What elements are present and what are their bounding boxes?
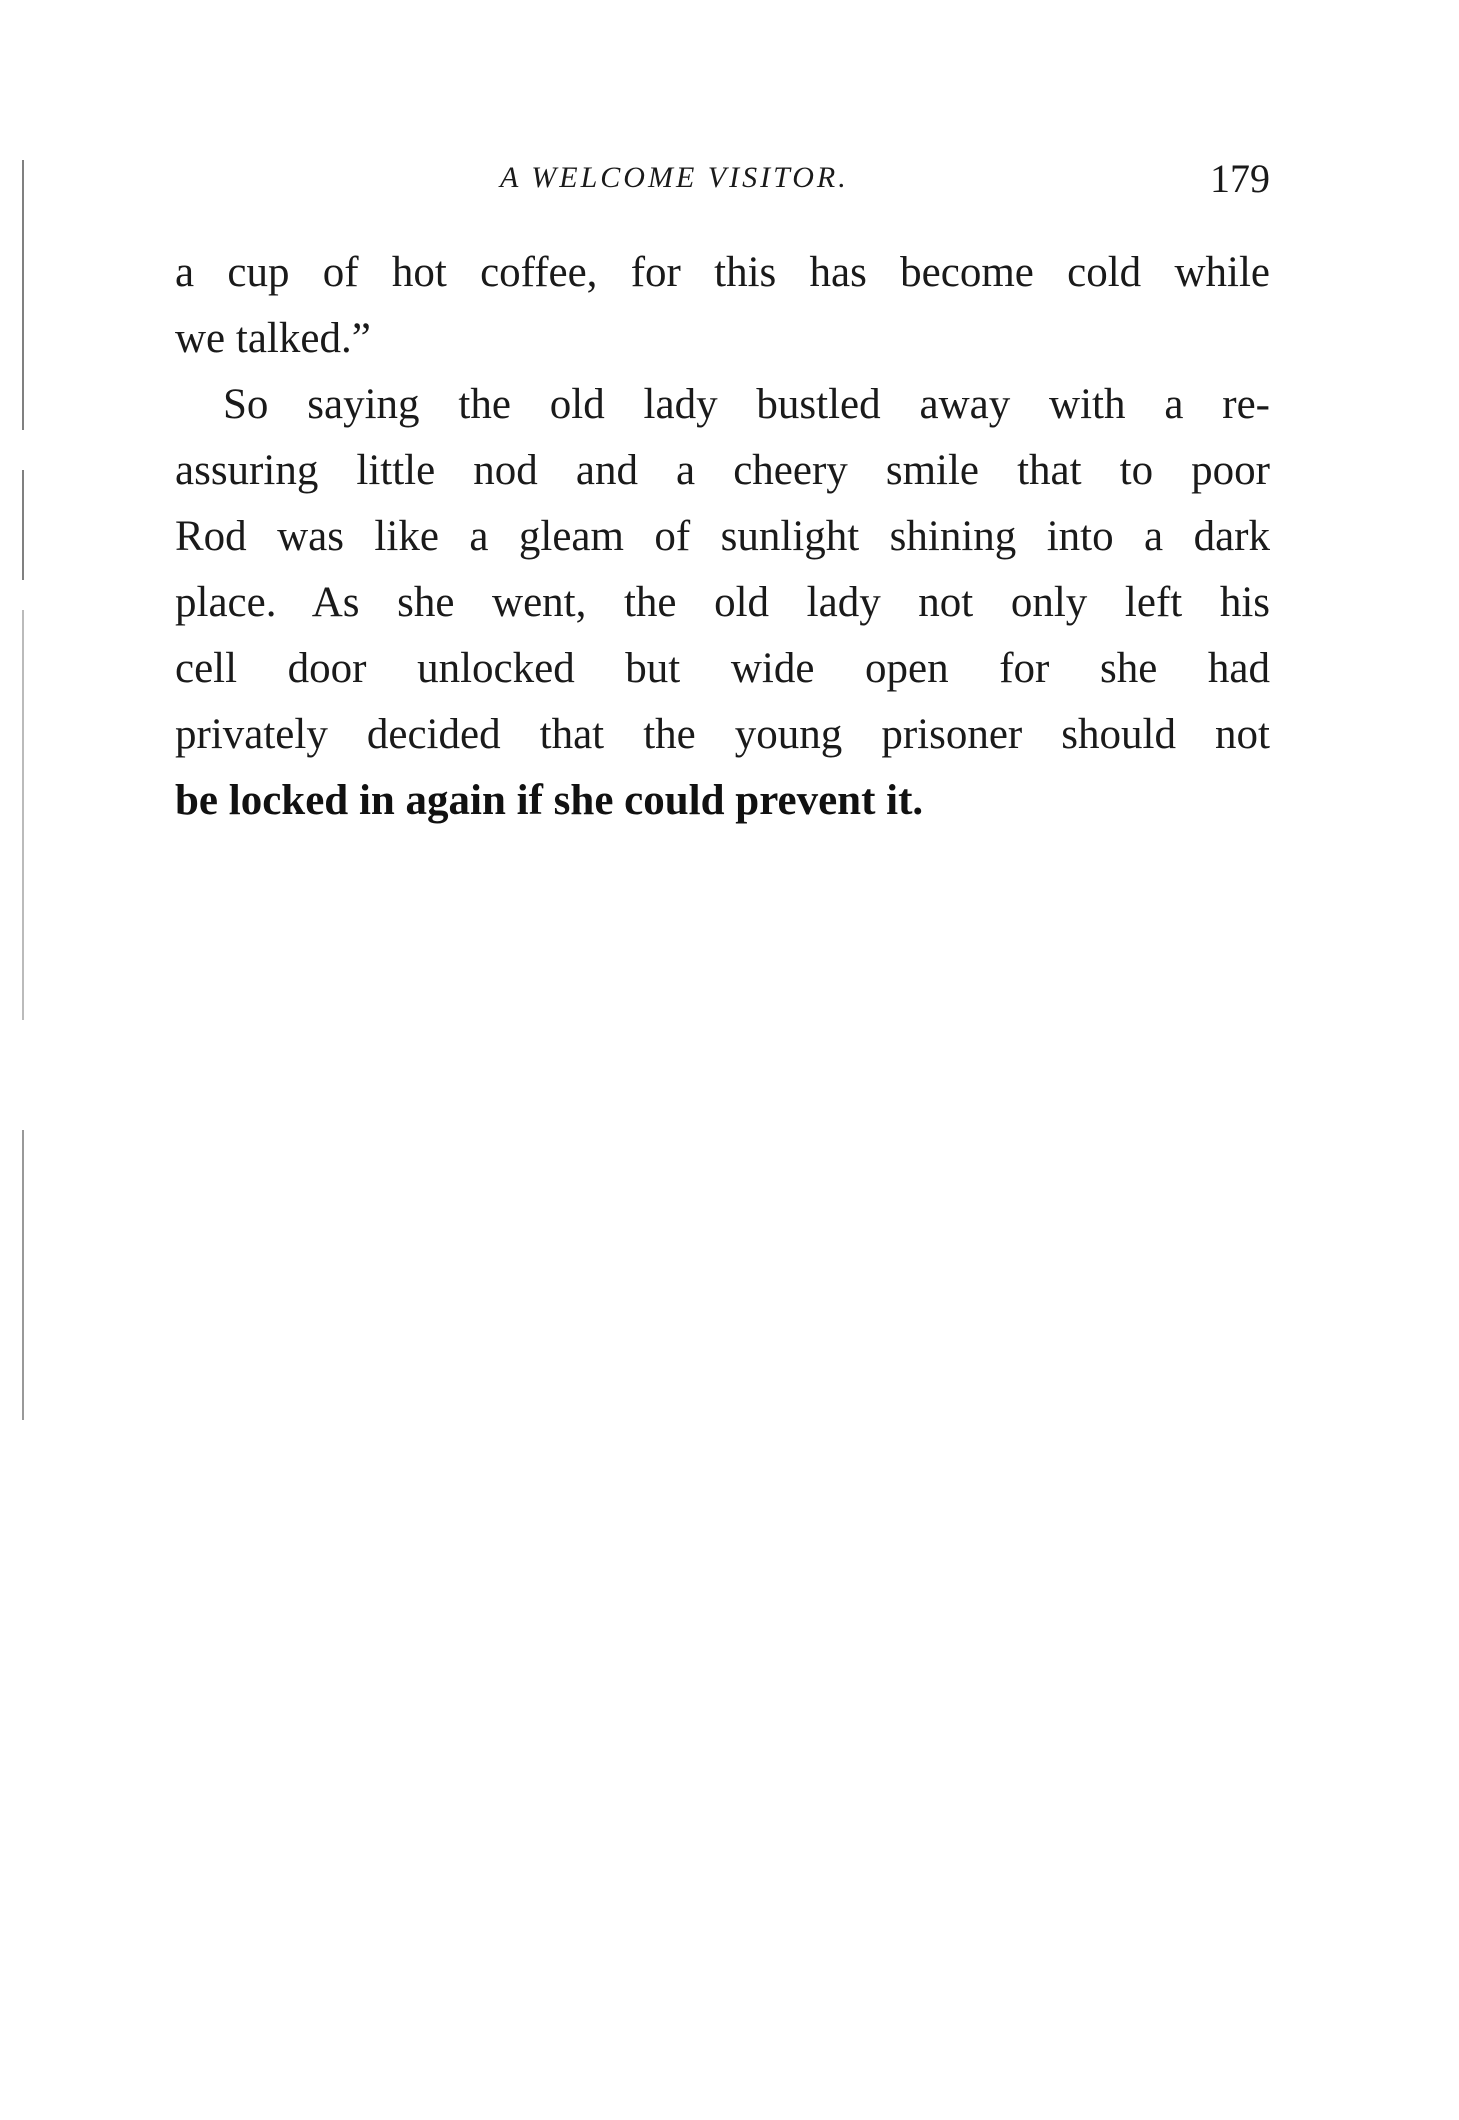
text-line: be locked in again if she could prevent it.: [175, 777, 924, 824]
page-header: [175, 155, 1270, 205]
text-line: assuring little nod and a cheery smile that to poor: [175, 447, 1270, 494]
binding-edge-mark: [22, 160, 24, 430]
text-line: So saying the old lady bustled away with a re-: [223, 381, 1270, 428]
text-line: we talked.”: [175, 315, 371, 362]
binding-edge-mark: [22, 1130, 24, 1420]
body-text: [175, 240, 1270, 834]
text-line: privately decided that the young prisoner should not: [175, 711, 1270, 758]
running-title: A WELCOME VISITOR.: [500, 161, 849, 194]
binding-edge-mark: [22, 610, 24, 1020]
text-line: a cup of hot coffee, for this has become cold while: [175, 249, 1270, 296]
page-number: 179: [1210, 156, 1270, 201]
text-line: Rod was like a gleam of sunlight shining into a dark: [175, 513, 1270, 560]
text-line: place. As she went, the old lady not only left his: [175, 579, 1270, 626]
binding-edge-mark: [22, 470, 24, 580]
text-line: cell door unlocked but wide open for she had: [175, 645, 1270, 692]
